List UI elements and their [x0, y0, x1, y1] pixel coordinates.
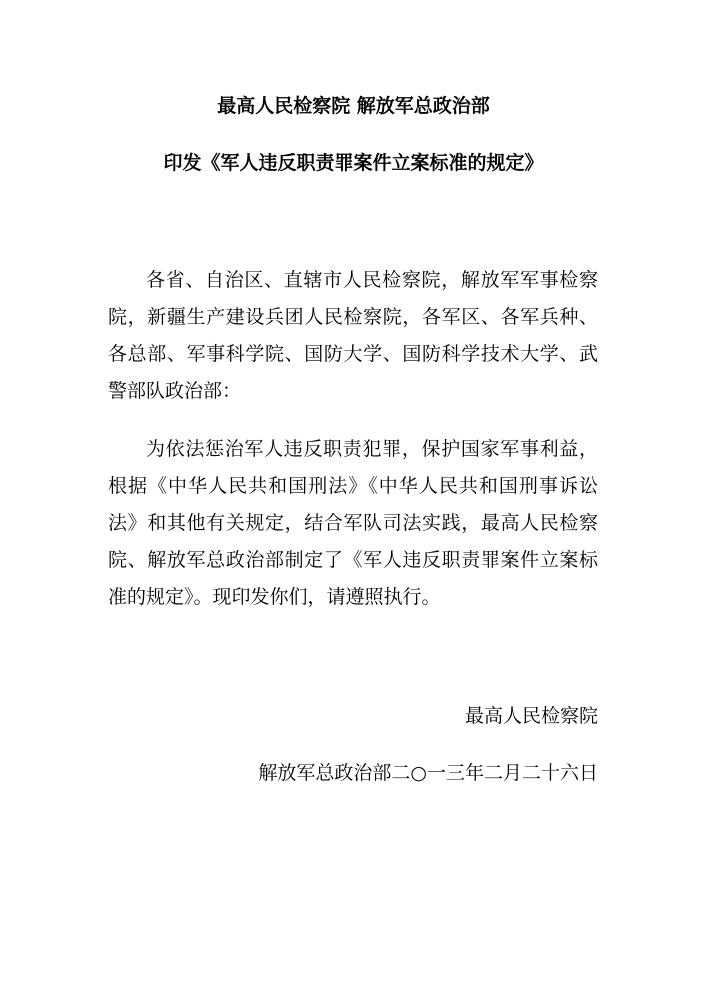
- addressee-paragraph: 各省、自治区、直辖市人民检察院，解放军军事检察院，新疆生产建设兵团人民检察院，各军区、各军兵种、各总部、军事科学院、国防大学、国防科学技术大学、武警部队政治部：: [108, 269, 598, 402]
- document-title-line2: 印发《军人违反职责罪案件立案标准的规定》: [163, 152, 544, 174]
- body-paragraph: 为依法惩治军人违反职责犯罪，保护国家军事利益，根据《中华人民共和国刑法》《中华人民共和国刑事诉讼法》和其他有关规定，结合军队司法实践，最高人民检察院、解放军总政治部制定了《军人违反职责罪案件立案标准的规定》。现印发你们，请遵照执行。: [108, 438, 598, 608]
- signature-organization-date: 解放军总政治部二○一三年二月二十六日: [258, 762, 598, 784]
- signature-organization: 最高人民检察院: [464, 705, 598, 727]
- document-title-line1: 最高人民检察院 解放军总政治部: [217, 95, 490, 117]
